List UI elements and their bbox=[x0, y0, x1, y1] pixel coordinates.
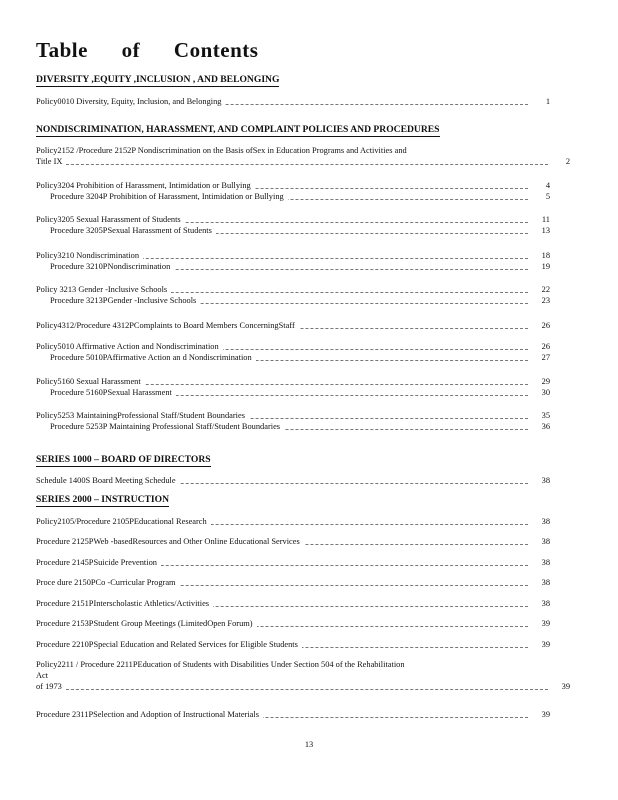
page-number: 13 bbox=[304, 740, 314, 749]
toc-entry[interactable] bbox=[36, 557, 550, 568]
toc-entry-title: Procedure 2210PSpecial Education and Related Services for Eligible Students bbox=[36, 640, 302, 649]
toc-entry[interactable] bbox=[36, 577, 550, 588]
toc-entry-title: Procedure 3204P Prohibition of Harassment, Intimidation or Bullying bbox=[36, 192, 288, 201]
toc-entry[interactable] bbox=[36, 96, 550, 107]
toc-entry-title: Procedure 2153PStudent Group Meetings (LimitedOpen Forum) bbox=[36, 619, 257, 628]
toc-entry-title: Procedure 5253P Maintaining Professional Staff/Student Boundaries bbox=[36, 422, 284, 431]
section-heading-label: DIVERSITY ,EQUITY ,INCLUSION , AND BELONGING bbox=[36, 74, 280, 85]
toc-entry-page: 29 bbox=[532, 376, 550, 387]
toc-entry-title: Procedure 3210PNondiscrimination bbox=[36, 262, 174, 271]
toc-entry-page: 4 bbox=[532, 180, 550, 191]
toc-entry-line bbox=[36, 618, 550, 629]
toc-entry-page: 38 bbox=[532, 516, 550, 527]
toc-entry[interactable] bbox=[36, 475, 550, 486]
toc-entry-page: 38 bbox=[532, 557, 550, 568]
toc-entry-page: 2 bbox=[552, 156, 570, 167]
section-heading-label: SERIES 2000 – INSTRUCTION bbox=[36, 494, 170, 505]
toc-entry-line bbox=[36, 557, 550, 568]
toc-entry-line bbox=[36, 376, 550, 387]
toc-entry-title: Procedure 2311PSelection and Adoption of Instructional Materials bbox=[36, 710, 263, 719]
toc-entry[interactable] bbox=[36, 250, 550, 272]
toc-entry-title: Policy2105/Procedure 2105PEducational Research bbox=[36, 517, 211, 526]
toc-entry-title: Policy3205 Sexual Harassment of Students bbox=[36, 215, 185, 224]
toc-entry-line bbox=[36, 387, 550, 398]
toc-entry-line bbox=[36, 145, 570, 156]
toc-entry-title: Policy5253 MaintainingProfessional Staff/Student Boundaries bbox=[36, 411, 249, 420]
toc-entry-title: Procedure 3213PGender -Inclusive Schools bbox=[36, 296, 200, 305]
toc-entry-line bbox=[36, 191, 550, 202]
toc-entry[interactable] bbox=[36, 320, 550, 331]
toc-entry-page: 22 bbox=[532, 284, 550, 295]
toc-entry[interactable] bbox=[36, 341, 550, 363]
toc-entry-page: 38 bbox=[532, 536, 550, 547]
toc-entry[interactable] bbox=[36, 180, 550, 202]
toc-entry-line bbox=[36, 180, 550, 191]
toc-entry-page: 30 bbox=[532, 387, 550, 398]
toc-entry-page: 39 bbox=[552, 681, 570, 692]
toc-entry-line bbox=[36, 284, 550, 295]
toc-entry[interactable] bbox=[36, 618, 550, 629]
toc-entry[interactable] bbox=[36, 376, 550, 398]
toc-entry-page: 18 bbox=[532, 250, 550, 261]
toc-entry-title: Procedure 2125PWeb -basedResources and Other Online Educational Services bbox=[36, 537, 304, 546]
toc-entry-page: 5 bbox=[532, 191, 550, 202]
toc-entry-title: Policy5160 Sexual Harassment bbox=[36, 377, 145, 386]
toc-entry[interactable] bbox=[36, 145, 570, 167]
toc-entry-title: Policy5010 Affirmative Action and Nondiscrimination bbox=[36, 342, 223, 351]
section-heading bbox=[36, 124, 440, 137]
toc-entry-line bbox=[36, 156, 570, 167]
leader-dots bbox=[36, 164, 548, 165]
toc-entry-line bbox=[36, 681, 570, 692]
toc-entry-page: 1 bbox=[532, 96, 550, 107]
toc-entry-page: 11 bbox=[532, 214, 550, 225]
toc-entry-line bbox=[36, 659, 570, 670]
toc-entry-title: Policy 3213 Gender -Inclusive Schools bbox=[36, 285, 171, 294]
toc-entry-line bbox=[36, 577, 550, 588]
section-heading-label: SERIES 1000 – BOARD OF DIRECTORS bbox=[36, 454, 211, 465]
toc-entry[interactable] bbox=[36, 639, 550, 650]
toc-entry-line bbox=[36, 96, 550, 107]
toc-entry-title: Policy0010 Diversity, Equity, Inclusion, and Belonging bbox=[36, 97, 225, 106]
toc-entry-line bbox=[36, 670, 570, 681]
toc-entry-title: Policy3210 Nondiscrimination bbox=[36, 251, 143, 260]
toc-entry-page: 39 bbox=[532, 618, 550, 629]
toc-entry-line bbox=[36, 410, 550, 421]
toc-entry-line bbox=[36, 516, 550, 527]
toc-entry-page: 38 bbox=[532, 577, 550, 588]
toc-entry-title: Proce dure 2150PCo -Curricular Program bbox=[36, 578, 180, 587]
toc-entry-title: Act bbox=[36, 671, 52, 680]
page-title: Table of Contents bbox=[36, 38, 259, 62]
toc-entry-title: Procedure 5010PAffirmative Action an d Nondiscrimination bbox=[36, 353, 256, 362]
section-heading bbox=[36, 454, 211, 467]
toc-entry-line bbox=[36, 352, 550, 363]
toc-entry-line bbox=[36, 475, 550, 486]
toc-entry-page: 38 bbox=[532, 598, 550, 609]
section-heading bbox=[36, 74, 279, 87]
toc-entry-page: 27 bbox=[532, 352, 550, 363]
toc-entry-line bbox=[36, 639, 550, 650]
toc-entry-title: Procedure 2151PInterscholastic Athletics/Activities bbox=[36, 599, 213, 608]
toc-entry-line bbox=[36, 421, 550, 432]
section-heading bbox=[36, 494, 169, 507]
toc-entry-line bbox=[36, 709, 550, 720]
toc-entry-page: 39 bbox=[532, 639, 550, 650]
toc-entry[interactable] bbox=[36, 214, 550, 236]
toc-entry-page: 36 bbox=[532, 421, 550, 432]
toc-entry-line bbox=[36, 295, 550, 306]
toc-entry-title: Policy4312/Procedure 4312PComplaints to Board Members ConcerningStaff bbox=[36, 321, 299, 330]
toc-entry-line bbox=[36, 536, 550, 547]
toc-entry-title: of 1973 bbox=[36, 682, 66, 691]
toc-entry-page: 26 bbox=[532, 320, 550, 331]
toc-entry[interactable] bbox=[36, 598, 550, 609]
toc-entry[interactable] bbox=[36, 536, 550, 547]
toc-entry-line bbox=[36, 250, 550, 261]
toc-entry-line bbox=[36, 341, 550, 352]
toc-entry-title: Procedure 2145PSuicide Prevention bbox=[36, 558, 161, 567]
toc-entry[interactable] bbox=[36, 709, 550, 720]
toc-entry-page: 39 bbox=[532, 709, 550, 720]
toc-entry-page: 13 bbox=[532, 225, 550, 236]
toc-entry-page: 38 bbox=[532, 475, 550, 486]
toc-entry-page: 35 bbox=[532, 410, 550, 421]
toc-entry-title: Procedure 3205PSexual Harassment of Students bbox=[36, 226, 216, 235]
section-heading-label: NONDISCRIMINATION, HARASSMENT, AND COMPLAINT POLICIES AND PROCEDURES bbox=[36, 124, 440, 135]
toc-entry-line bbox=[36, 598, 550, 609]
toc-entry-line bbox=[36, 225, 550, 236]
toc-entry-page: 26 bbox=[532, 341, 550, 352]
toc-entry-title: Policy2152 /Procedure 2152P Nondiscrimination on the Basis ofSex in Education Programs and Activities and bbox=[36, 146, 411, 155]
toc-entry[interactable] bbox=[36, 284, 550, 306]
toc-entry-title: Title IX bbox=[36, 157, 66, 166]
toc-entry-title: Schedule 1400S Board Meeting Schedule bbox=[36, 476, 180, 485]
leader-dots bbox=[36, 689, 548, 690]
toc-entry-page: 19 bbox=[532, 261, 550, 272]
toc-entry-title: Policy3204 Prohibition of Harassment, Intimidation or Bullying bbox=[36, 181, 255, 190]
toc-entry-title: Policy2211 / Procedure 2211PEducation of Students with Disabilities Under Section 504 of the Rehabilitation bbox=[36, 660, 409, 669]
toc-entry-page: 23 bbox=[532, 295, 550, 306]
toc-entry-line bbox=[36, 320, 550, 331]
toc-entry-line bbox=[36, 261, 550, 272]
toc-entry-line bbox=[36, 214, 550, 225]
toc-entry-title: Procedure 5160PSexual Harassment bbox=[36, 388, 176, 397]
toc-entry[interactable] bbox=[36, 410, 550, 432]
toc-entry[interactable] bbox=[36, 516, 550, 527]
toc-entry[interactable] bbox=[36, 659, 570, 692]
